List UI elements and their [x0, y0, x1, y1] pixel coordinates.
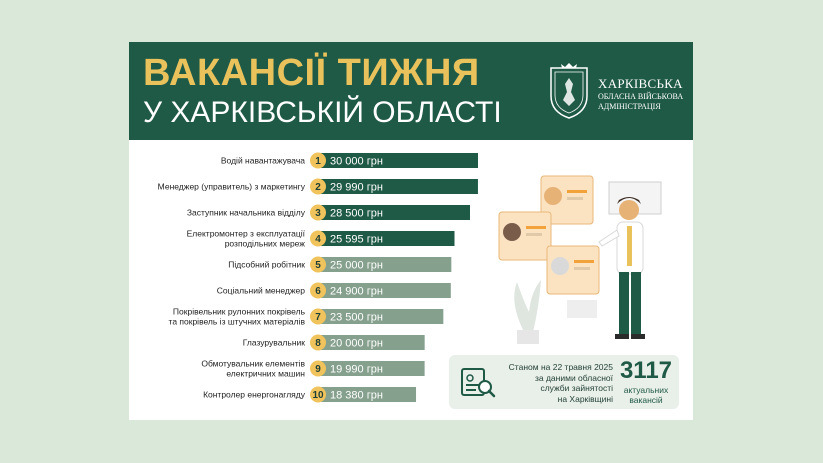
infographic-card	[129, 42, 693, 420]
stats-note	[449, 355, 679, 409]
job-title-label: Покрівельник рулонних покрівель	[172, 306, 305, 317]
job-title-label: Підсобний робітник	[228, 259, 305, 270]
rank-number: 2	[315, 182, 321, 193]
job-title-label: Глазурувальник	[242, 337, 305, 348]
job-title-label: електричних машин	[226, 368, 305, 379]
rank-number: 4	[315, 234, 321, 245]
salary-value-label: 23 500 грн	[330, 311, 383, 324]
job-title-label: та покрівель із штучних матеріалів	[168, 316, 305, 327]
job-title-label: Менеджер (управитель) з маркетингу	[157, 181, 305, 192]
plant	[514, 280, 541, 332]
rank-number: 1	[315, 156, 321, 167]
org-subtitle: ОБЛАСНА ВІЙСЬКОВА АДМІНІСТРАЦІЯ	[598, 92, 684, 111]
rank-number: 7	[315, 312, 321, 323]
salary-value-label: 28 500 грн	[330, 207, 383, 220]
coat-of-arms-icon	[547, 62, 591, 120]
job-title-label: розподільних мереж	[224, 238, 305, 249]
salary-value-label: 19 990 грн	[330, 363, 383, 376]
salary-value-label: 29 990 грн	[330, 181, 383, 194]
person-head	[619, 200, 639, 220]
salary-value-label: 25 595 грн	[330, 233, 383, 246]
salary-value-label: 24 900 грн	[330, 285, 383, 298]
note-line: служби зайнятості	[540, 383, 613, 393]
rank-number: 10	[312, 390, 324, 401]
note-line: за даними обласної	[534, 372, 613, 383]
job-title-label: Контролер енергонагляду	[203, 389, 305, 400]
cabinet	[567, 300, 597, 318]
recruiter-illustration	[469, 172, 679, 347]
rank-number: 9	[315, 364, 321, 375]
header-banner	[129, 42, 693, 140]
job-title-label: Водій навантажувача	[220, 155, 305, 166]
org-name: ХАРКІВСЬКА	[598, 76, 683, 91]
note-text	[495, 362, 613, 404]
rank-number: 6	[315, 286, 321, 297]
salary-value-label: 25 000 грн	[330, 259, 383, 272]
job-title-label: Соціальний менеджер	[216, 285, 305, 296]
note-line: на Харківщині	[557, 393, 613, 404]
rank-number: 8	[315, 338, 321, 349]
rank-number: 5	[315, 260, 321, 271]
vacancy-count-label	[617, 385, 675, 405]
salary-value-label: 18 380 грн	[330, 389, 383, 402]
rank-number: 3	[315, 208, 321, 219]
note-line: Станом на 22 травня 2025	[508, 362, 613, 372]
job-title-label: Електромонтер з експлуатації	[186, 228, 305, 239]
salary-value-label: 20 000 грн	[330, 337, 383, 350]
count-label-line: вакансій	[629, 395, 663, 405]
count-label-line: актуальних	[623, 385, 669, 395]
title-line-1: ВАКАНСІЇ ТИЖНЯ	[143, 52, 480, 94]
document-search-icon	[459, 363, 497, 401]
vacancy-count: 3117	[619, 357, 673, 384]
job-title-label: Заступник начальника відділу	[186, 207, 305, 218]
salary-value-label: 30 000 грн	[330, 155, 383, 168]
job-title-label: Обмотувальник елементів	[201, 358, 305, 369]
title-line-2: У ХАРКІВСЬКІЙ ОБЛАСТІ	[143, 96, 502, 129]
